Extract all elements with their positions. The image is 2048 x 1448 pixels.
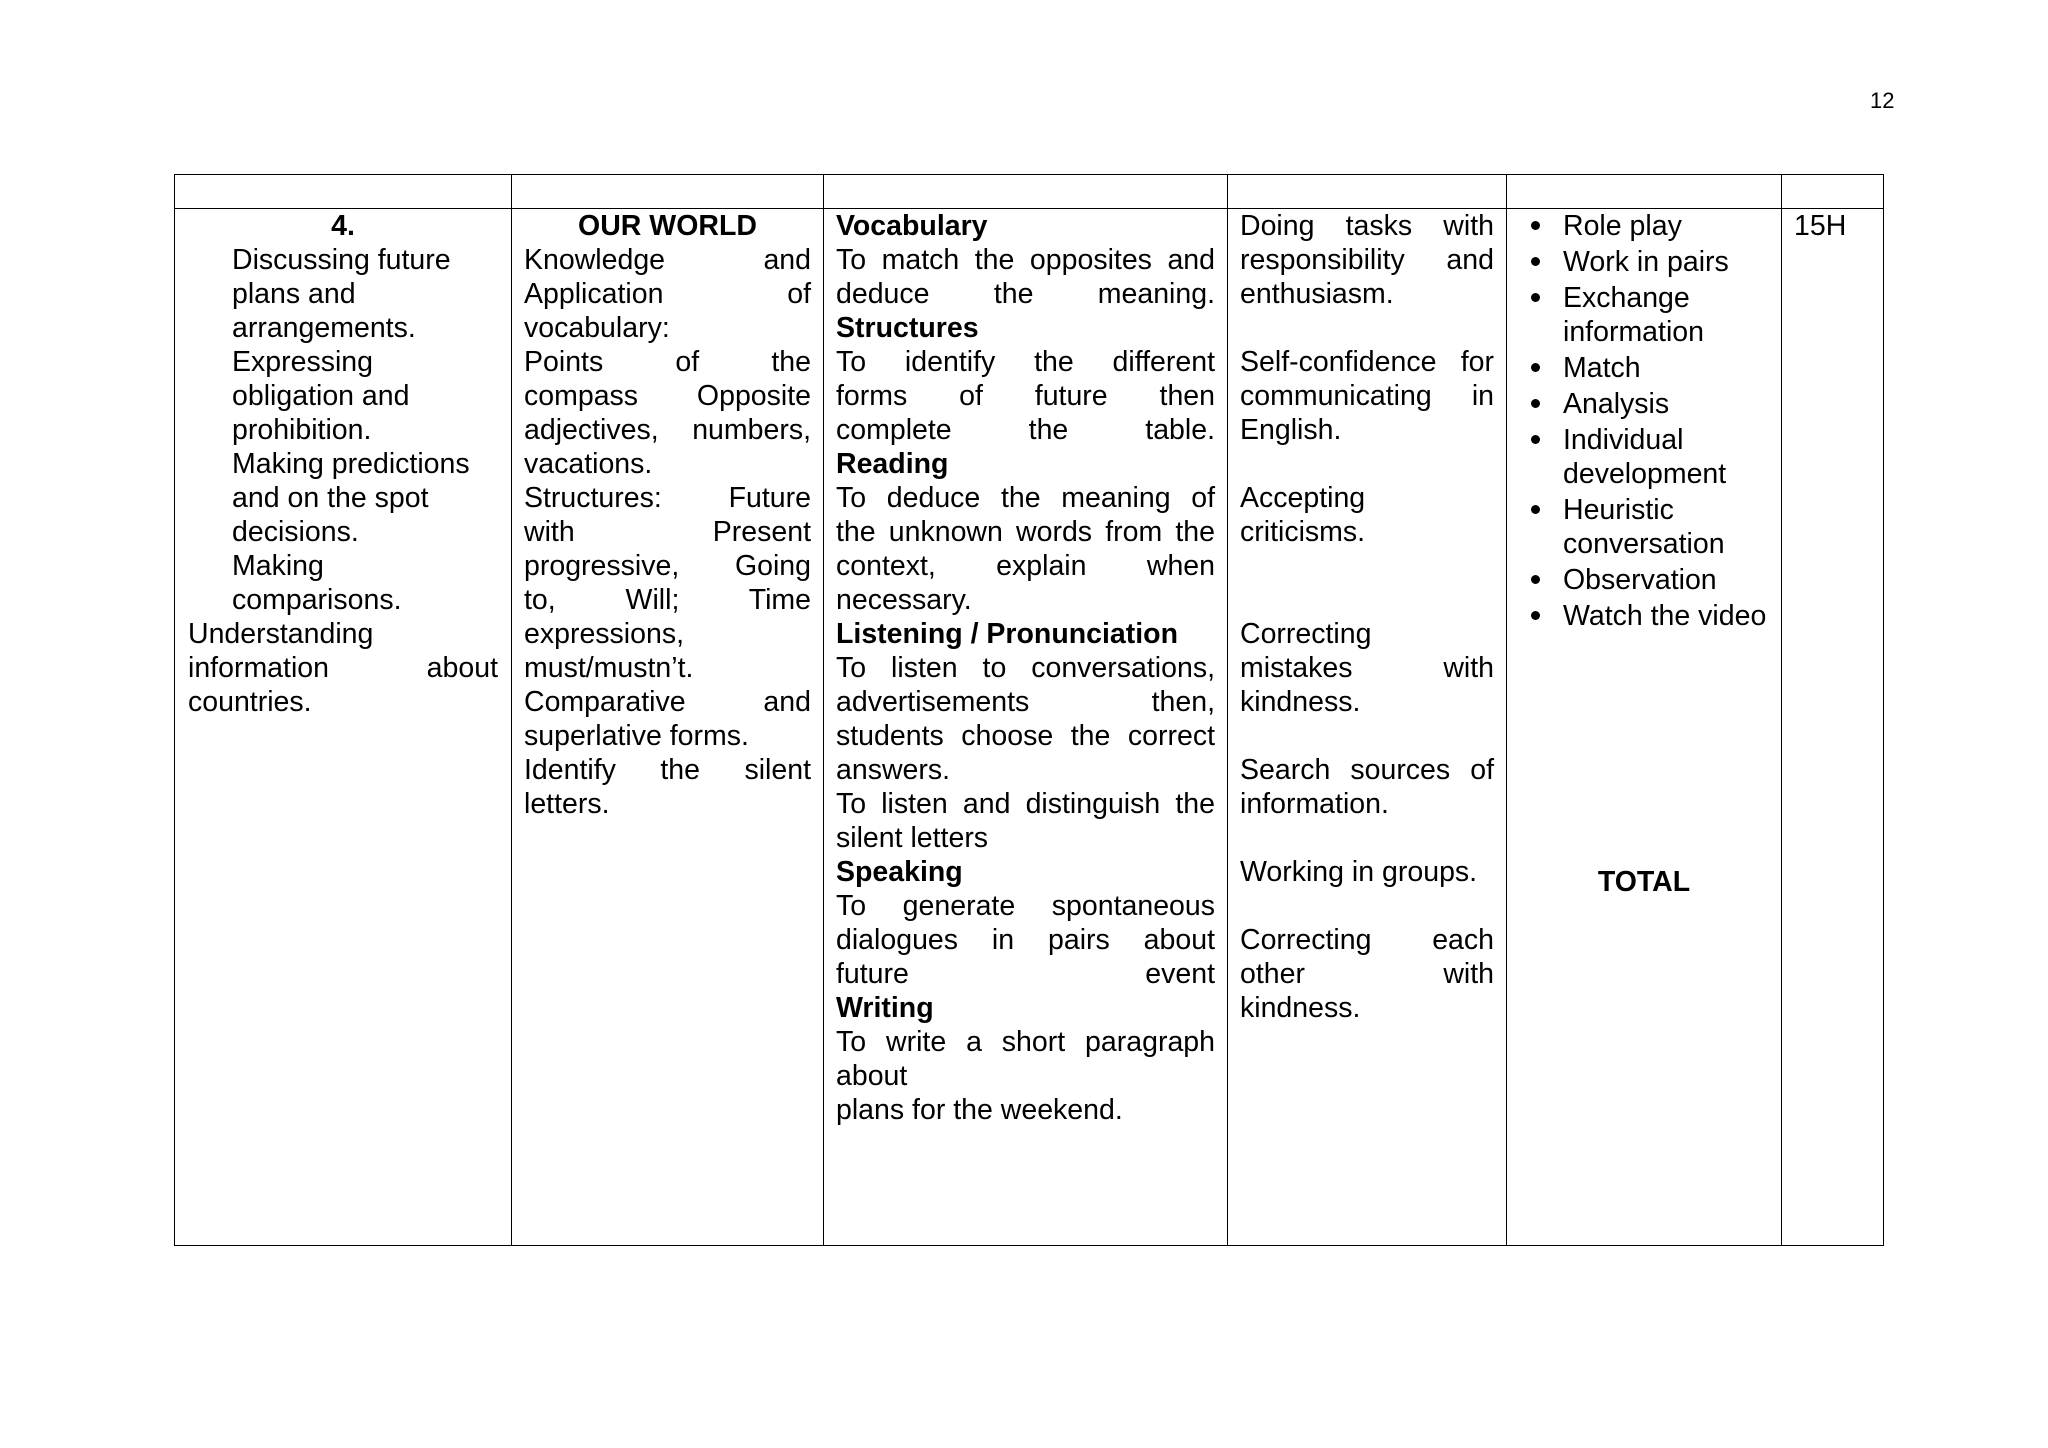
method-item: Individual development (1519, 423, 1769, 491)
skill-heading-writing: Writing (836, 992, 934, 1024)
header-cell (1228, 175, 1507, 209)
syllabus-table (174, 174, 1884, 1246)
attitude-line: Correcting (1240, 618, 1372, 650)
skill-line: To deduce the meaning of (836, 482, 1215, 514)
attitude-line: other with (1240, 958, 1494, 990)
content-line: Structures: Future (524, 482, 811, 514)
unit-title: OUR WORLD (578, 210, 757, 242)
skill-line: the unknown words from the (836, 516, 1215, 548)
skill-line: To identify the different (836, 346, 1215, 378)
method-item: Observation (1519, 563, 1769, 597)
attitude-line: criticisms. (1240, 516, 1366, 548)
skill-line: complete the table. (836, 414, 1215, 446)
content-line: Comparative and (524, 686, 811, 718)
methods-cell (1507, 209, 1782, 1246)
table-row (175, 209, 1884, 1246)
method-item: Match (1519, 351, 1769, 385)
method-item: Exchange information (1519, 281, 1769, 349)
skill-line: To write a short paragraph (836, 1026, 1215, 1058)
skill-heading-structures: Structures (836, 312, 979, 344)
method-item: Role play (1519, 209, 1769, 243)
attitude-line: English. (1240, 414, 1342, 446)
method-item: Work in pairs (1519, 245, 1769, 279)
content-line: expressions, (524, 618, 684, 650)
objective-item: Discussing future plans and arrangements. (232, 244, 451, 344)
objective-item: Expressing obligation and prohibition. (232, 346, 410, 446)
header-cell (175, 175, 512, 209)
content-line: Knowledge and (524, 244, 811, 276)
attitude-line: communicating in (1240, 380, 1494, 412)
content-line: superlative forms. (524, 720, 749, 752)
skill-heading-vocabulary: Vocabulary (836, 210, 988, 242)
attitude-line: responsibility and (1240, 244, 1494, 276)
content-line: vacations. (524, 448, 653, 480)
hours-cell (1782, 209, 1884, 1246)
content-cell (512, 209, 824, 1246)
content-line: Points of the (524, 346, 811, 378)
skill-line: answers. (836, 754, 951, 786)
content-line: to, Will; Time (524, 584, 811, 616)
attitude-line: Accepting (1240, 482, 1366, 514)
header-cell (1507, 175, 1782, 209)
skill-heading-listening: Listening / Pronunciation (836, 618, 1178, 650)
skill-line: future event (836, 958, 1215, 990)
objective-item: Making comparisons. (232, 550, 402, 616)
skill-line: students choose the correct (836, 720, 1215, 752)
content-line: compass Opposite (524, 380, 811, 412)
methods-list (1519, 209, 1769, 633)
skill-line: To generate spontaneous (836, 890, 1215, 922)
attitude-line: Doing tasks with (1240, 210, 1494, 242)
skill-line: plans for the weekend. (836, 1094, 1123, 1126)
page-number: 12 (1870, 88, 1895, 113)
method-item: Analysis (1519, 387, 1769, 421)
skill-line: advertisements then, (836, 686, 1215, 718)
hours-value: 15H (1794, 210, 1847, 242)
content-line: adjectives, numbers, (524, 414, 811, 446)
skill-heading-speaking: Speaking (836, 856, 963, 888)
skills-cell (824, 209, 1228, 1246)
skill-line: silent letters (836, 822, 989, 854)
objectives-list (188, 243, 498, 617)
attitude-line: Working in groups. (1240, 856, 1478, 888)
header-cell (512, 175, 824, 209)
attitude-line: kindness. (1240, 992, 1361, 1024)
attitude-line: Self-confidence for (1240, 346, 1494, 378)
content-line: progressive, Going (524, 550, 811, 582)
table-header-row (175, 175, 1884, 209)
attitude-line: Correcting each (1240, 924, 1494, 956)
skill-line: necessary. (836, 584, 972, 616)
method-item: Heuristic conversation (1519, 493, 1769, 561)
content-line: with Present (524, 516, 811, 548)
content-line: Application of (524, 278, 811, 310)
skill-line: forms of future then (836, 380, 1215, 412)
objectives-cell (175, 209, 512, 1246)
attitude-line: mistakes with (1240, 652, 1494, 684)
attitudes-cell (1228, 209, 1507, 1246)
attitude-line: Search sources of (1240, 754, 1494, 786)
method-item: Watch the video (1519, 599, 1769, 633)
skill-line: deduce the meaning. (836, 278, 1215, 310)
attitude-line: information. (1240, 788, 1389, 820)
attitude-line: enthusiasm. (1240, 278, 1394, 310)
objective-item: Making predictions and on the spot decisions. (232, 448, 470, 548)
header-cell (824, 175, 1228, 209)
header-cell (1782, 175, 1884, 209)
skill-heading-reading: Reading (836, 448, 949, 480)
skill-line: context, explain when (836, 550, 1215, 582)
skill-line: To listen to conversations, (836, 652, 1215, 684)
skill-line: To listen and distinguish the (836, 788, 1215, 820)
content-line: letters. (524, 788, 610, 820)
content-line: vocabulary: (524, 312, 670, 344)
total-label: TOTAL (1597, 866, 1691, 898)
content-line: Identify the silent (524, 754, 811, 786)
objective-extra: Understanding information about countries. (188, 618, 498, 718)
attitude-line: kindness. (1240, 686, 1361, 718)
skill-line: dialogues in pairs about (836, 924, 1215, 956)
skill-line: about (836, 1060, 908, 1092)
content-line: must/mustn’t. (524, 652, 694, 684)
skill-line: To match the opposites and (836, 244, 1215, 276)
unit-number: 4. (331, 210, 355, 242)
